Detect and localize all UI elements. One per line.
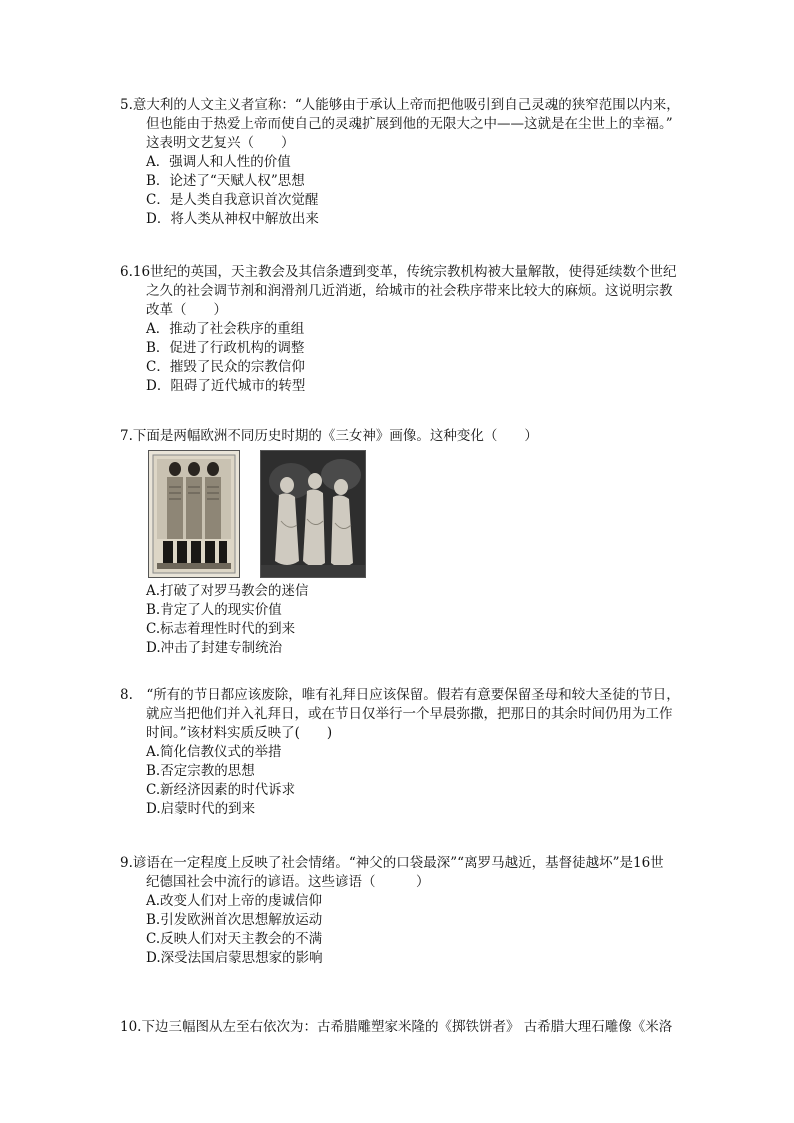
question-text-line: 这表明文艺复兴（ ） [146, 135, 295, 151]
option-a: A.打破了对罗马教会的迷信 [146, 583, 309, 599]
question-stem: 5.意大利的人文主义者宣称：“人能够由于承认上帝而把他吸引到自己灵魂的狭窄范围以内来， [120, 97, 680, 113]
option-b: B.否定宗教的思想 [146, 763, 255, 779]
option-a: A.改变人们对上帝的虔诚信仰 [146, 893, 323, 909]
question-6 [120, 263, 700, 396]
option-d: D．将人类从神权中解放出来 [146, 211, 319, 227]
question-7 [120, 427, 700, 658]
option-c: C.标志着理性时代的到来 [146, 621, 296, 637]
question-stem: 7.下面是两幅欧洲不同历史时期的《三女神》画像。这种变化（ ） [120, 428, 538, 444]
option-c: C．摧毁了民众的宗教信仰 [146, 359, 305, 375]
painting-images [148, 450, 700, 580]
option-c: C．是人类自我意识首次觉醒 [146, 192, 319, 208]
question-stem: 8. “所有的节日都应该废除，唯有礼拜日应该保留。假若有意要保留圣母和较大圣徒的节日， [120, 687, 680, 703]
question-text-line: 时间。”该材料实质反映了( ) [146, 725, 333, 741]
medieval-three-graces-image [148, 450, 240, 578]
option-c: C.新经济因素的时代诉求 [146, 782, 296, 798]
question-text-line: 纪德国社会中流行的谚语。这些谚语（ ） [146, 874, 430, 890]
question-text-line: 之久的社会调节剂和润滑剂几近消逝，给城市的社会秩序带来比较大的麻烦。这说明宗教 [146, 283, 673, 299]
question-8 [120, 686, 700, 819]
option-d: D.启蒙时代的到来 [146, 801, 256, 817]
option-b: B．论述了“天赋人权”思想 [146, 173, 305, 189]
option-d: D.深受法国启蒙思想家的影响 [146, 950, 323, 966]
option-b: B.引发欧洲首次思想解放运动 [146, 912, 323, 928]
question-text-line: 但也能由于热爱上帝而使自己的灵魂扩展到他的无限大之中——这就是在尘世上的幸福。” [146, 116, 673, 132]
question-text-line: 就应当把他们并入礼拜日，或在节日仅举行一个早晨弥撒，把那日的其余时间仍用为工作 [146, 706, 673, 722]
question-10 [120, 1018, 700, 1037]
question-stem: 10.下边三幅图从左至右依次为：古希腊雕塑家米隆的《掷铁饼者》 古希腊大理石雕像《米洛 [120, 1019, 673, 1035]
question-stem: 6.16世纪的英国，天主教会及其信条遭到变革，传统宗教机构被大量解散，使得延续数个世纪 [120, 264, 677, 280]
option-a: A.简化信教仪式的举措 [146, 744, 282, 760]
option-a: A．强调人和人性的价值 [146, 154, 291, 170]
question-5 [120, 96, 700, 229]
option-b: B.肯定了人的现实价值 [146, 602, 282, 618]
question-text-line: 改革（ ） [146, 302, 227, 318]
option-a: A．推动了社会秩序的重组 [146, 321, 305, 337]
question-9 [120, 854, 700, 968]
renaissance-three-graces-image [260, 450, 366, 578]
question-stem: 9.谚语在一定程度上反映了社会情绪。“神父的口袋最深”“离罗马越近，基督徒越坏”是16世 [120, 855, 664, 871]
option-d: D.冲击了封建专制统治 [146, 640, 283, 656]
option-d: D．阻碍了近代城市的转型 [146, 378, 306, 394]
option-c: C.反映人们对天主教会的不满 [146, 931, 323, 947]
option-b: B．促进了行政机构的调整 [146, 340, 305, 356]
